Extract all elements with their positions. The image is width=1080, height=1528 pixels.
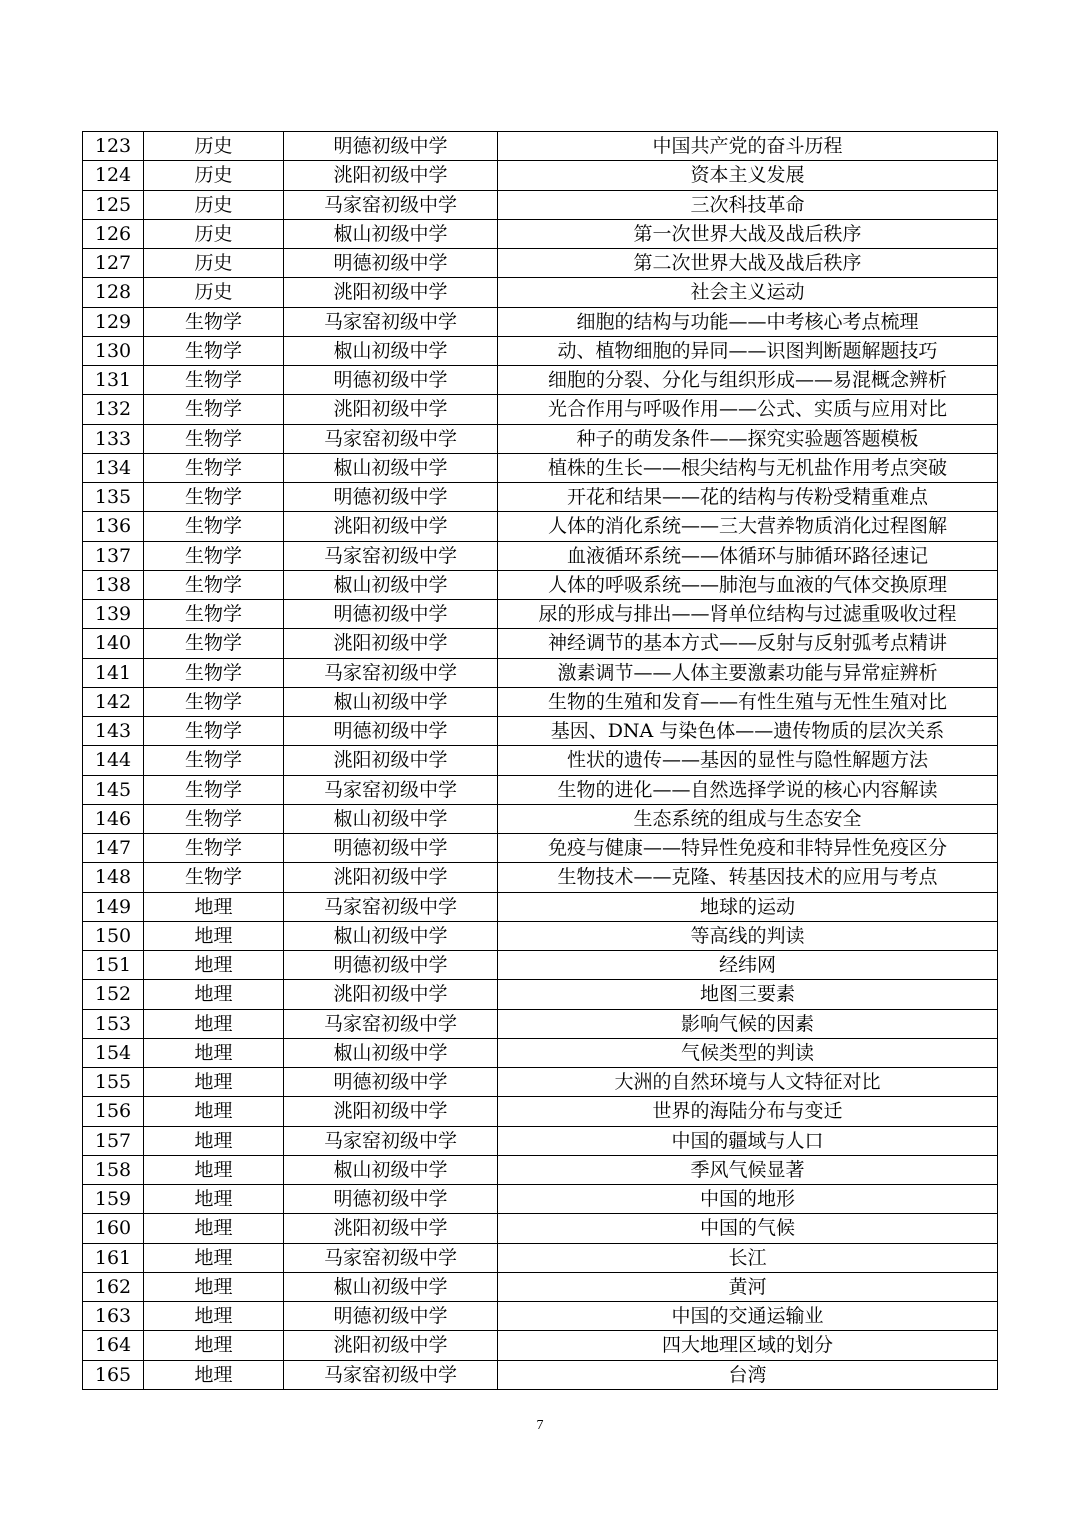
- topic-cell: 生物的进化——自然选择学说的核心内容解读: [498, 775, 998, 804]
- topic-cell: 激素调节——人体主要激素功能与异常症辨析: [498, 658, 998, 687]
- school-cell: 洮阳初级中学: [284, 512, 498, 541]
- topic-cell: 植株的生长——根尖结构与无机盐作用考点突破: [498, 453, 998, 482]
- school-cell: 明德初级中学: [284, 366, 498, 395]
- subject-cell: 历史: [144, 278, 284, 307]
- table-row: [83, 1331, 998, 1360]
- topic-cell: 影响气候的因素: [498, 1009, 998, 1038]
- table-row: [83, 395, 998, 424]
- subject-cell: 地理: [144, 1009, 284, 1038]
- school-cell: 马家窑初级中学: [284, 307, 498, 336]
- row-number-cell: 126: [83, 219, 144, 248]
- school-cell: 马家窑初级中学: [284, 658, 498, 687]
- subject-cell: 生物学: [144, 717, 284, 746]
- topic-cell: 人体的呼吸系统——肺泡与血液的气体交换原理: [498, 570, 998, 599]
- table-row: [83, 190, 998, 219]
- topic-cell: 长江: [498, 1243, 998, 1272]
- school-cell: 明德初级中学: [284, 483, 498, 512]
- row-number-cell: 163: [83, 1302, 144, 1331]
- row-number-cell: 154: [83, 1038, 144, 1067]
- topic-cell: 中国共产党的奋斗历程: [498, 132, 998, 161]
- table-row: [83, 629, 998, 658]
- subject-cell: 地理: [144, 921, 284, 950]
- subject-cell: 生物学: [144, 863, 284, 892]
- table-row: [83, 453, 998, 482]
- table-row: [83, 336, 998, 365]
- subject-cell: 生物学: [144, 775, 284, 804]
- school-cell: 椒山初级中学: [284, 804, 498, 833]
- row-number-cell: 136: [83, 512, 144, 541]
- table-row: [83, 1068, 998, 1097]
- table-row: [83, 1214, 998, 1243]
- row-number-cell: 130: [83, 336, 144, 365]
- school-cell: 椒山初级中学: [284, 336, 498, 365]
- school-cell: 明德初级中学: [284, 834, 498, 863]
- subject-cell: 生物学: [144, 336, 284, 365]
- school-cell: 马家窑初级中学: [284, 1009, 498, 1038]
- school-cell: 椒山初级中学: [284, 1038, 498, 1067]
- table-body: [83, 132, 998, 1390]
- row-number-cell: 161: [83, 1243, 144, 1272]
- table-row: [83, 717, 998, 746]
- row-number-cell: 165: [83, 1360, 144, 1389]
- table-row: [83, 834, 998, 863]
- row-number-cell: 143: [83, 717, 144, 746]
- table-row: [83, 687, 998, 716]
- table-row: [83, 980, 998, 1009]
- topic-cell: 台湾: [498, 1360, 998, 1389]
- subject-cell: 生物学: [144, 395, 284, 424]
- row-number-cell: 134: [83, 453, 144, 482]
- table-row: [83, 1009, 998, 1038]
- topic-cell: 种子的萌发条件——探究实验题答题模板: [498, 424, 998, 453]
- row-number-cell: 141: [83, 658, 144, 687]
- table-row: [83, 541, 998, 570]
- row-number-cell: 145: [83, 775, 144, 804]
- row-number-cell: 129: [83, 307, 144, 336]
- row-number-cell: 139: [83, 600, 144, 629]
- school-cell: 马家窑初级中学: [284, 541, 498, 570]
- school-cell: 椒山初级中学: [284, 1155, 498, 1184]
- row-number-cell: 148: [83, 863, 144, 892]
- school-cell: 椒山初级中学: [284, 219, 498, 248]
- subject-cell: 地理: [144, 1185, 284, 1214]
- topic-cell: 中国的交通运输业: [498, 1302, 998, 1331]
- school-cell: 洮阳初级中学: [284, 746, 498, 775]
- table-row: [83, 1126, 998, 1155]
- subject-cell: 地理: [144, 951, 284, 980]
- row-number-cell: 150: [83, 921, 144, 950]
- subject-cell: 生物学: [144, 570, 284, 599]
- subject-cell: 生物学: [144, 453, 284, 482]
- school-cell: 洮阳初级中学: [284, 1097, 498, 1126]
- table-row: [83, 863, 998, 892]
- row-number-cell: 128: [83, 278, 144, 307]
- topic-cell: 神经调节的基本方式——反射与反射弧考点精讲: [498, 629, 998, 658]
- topic-cell: 中国的地形: [498, 1185, 998, 1214]
- row-number-cell: 158: [83, 1155, 144, 1184]
- school-cell: 马家窑初级中学: [284, 1360, 498, 1389]
- school-cell: 椒山初级中学: [284, 921, 498, 950]
- topic-cell: 动、植物细胞的异同——识图判断题解题技巧: [498, 336, 998, 365]
- table-row: [83, 1038, 998, 1067]
- subject-cell: 地理: [144, 892, 284, 921]
- row-number-cell: 132: [83, 395, 144, 424]
- table-row: [83, 249, 998, 278]
- topic-cell: 季风气候显著: [498, 1155, 998, 1184]
- table-row: [83, 483, 998, 512]
- school-cell: 明德初级中学: [284, 249, 498, 278]
- table-row: [83, 366, 998, 395]
- subject-cell: 生物学: [144, 834, 284, 863]
- table-row: [83, 1155, 998, 1184]
- topic-cell: 三次科技革命: [498, 190, 998, 219]
- subject-cell: 地理: [144, 1068, 284, 1097]
- table-row: [83, 892, 998, 921]
- row-number-cell: 156: [83, 1097, 144, 1126]
- table-row: [83, 1302, 998, 1331]
- row-number-cell: 157: [83, 1126, 144, 1155]
- subject-cell: 生物学: [144, 512, 284, 541]
- subject-cell: 历史: [144, 190, 284, 219]
- subject-cell: 地理: [144, 1155, 284, 1184]
- topic-cell: 细胞的结构与功能——中考核心考点梳理: [498, 307, 998, 336]
- page-number: 7: [536, 1418, 544, 1433]
- topic-cell: 免疫与健康——特异性免疫和非特异性免疫区分: [498, 834, 998, 863]
- topic-cell: 光合作用与呼吸作用——公式、实质与应用对比: [498, 395, 998, 424]
- school-cell: 马家窑初级中学: [284, 775, 498, 804]
- school-cell: 明德初级中学: [284, 1068, 498, 1097]
- table-row: [83, 1185, 998, 1214]
- school-cell: 明德初级中学: [284, 132, 498, 161]
- topic-cell: 资本主义发展: [498, 161, 998, 190]
- subject-cell: 地理: [144, 1272, 284, 1301]
- subject-cell: 生物学: [144, 307, 284, 336]
- school-cell: 椒山初级中学: [284, 1272, 498, 1301]
- table-row: [83, 658, 998, 687]
- subject-cell: 地理: [144, 1331, 284, 1360]
- subject-cell: 生物学: [144, 687, 284, 716]
- school-cell: 洮阳初级中学: [284, 1214, 498, 1243]
- table-row: [83, 921, 998, 950]
- topic-cell: 中国的气候: [498, 1214, 998, 1243]
- subject-cell: 生物学: [144, 541, 284, 570]
- table-row: [83, 1272, 998, 1301]
- table-row: [83, 424, 998, 453]
- topic-cell: 性状的遗传——基因的显性与隐性解题方法: [498, 746, 998, 775]
- topic-cell: 第一次世界大战及战后秩序: [498, 219, 998, 248]
- school-cell: 明德初级中学: [284, 951, 498, 980]
- row-number-cell: 151: [83, 951, 144, 980]
- topic-cell: 经纬网: [498, 951, 998, 980]
- row-number-cell: 155: [83, 1068, 144, 1097]
- subject-cell: 地理: [144, 980, 284, 1009]
- row-number-cell: 142: [83, 687, 144, 716]
- topic-cell: 第二次世界大战及战后秩序: [498, 249, 998, 278]
- school-cell: 洮阳初级中学: [284, 629, 498, 658]
- row-number-cell: 147: [83, 834, 144, 863]
- table-row: [83, 219, 998, 248]
- table-row: [83, 278, 998, 307]
- subject-cell: 历史: [144, 219, 284, 248]
- school-cell: 马家窑初级中学: [284, 190, 498, 219]
- school-cell: 马家窑初级中学: [284, 892, 498, 921]
- row-number-cell: 159: [83, 1185, 144, 1214]
- school-cell: 马家窑初级中学: [284, 1126, 498, 1155]
- row-number-cell: 124: [83, 161, 144, 190]
- topic-cell: 四大地理区域的划分: [498, 1331, 998, 1360]
- school-cell: 洮阳初级中学: [284, 278, 498, 307]
- table-row: [83, 132, 998, 161]
- topic-cell: 大洲的自然环境与人文特征对比: [498, 1068, 998, 1097]
- row-number-cell: 160: [83, 1214, 144, 1243]
- row-number-cell: 164: [83, 1331, 144, 1360]
- course-table: [82, 131, 998, 1390]
- subject-cell: 历史: [144, 161, 284, 190]
- subject-cell: 历史: [144, 132, 284, 161]
- school-cell: 马家窑初级中学: [284, 1243, 498, 1272]
- row-number-cell: 140: [83, 629, 144, 658]
- subject-cell: 地理: [144, 1214, 284, 1243]
- subject-cell: 地理: [144, 1097, 284, 1126]
- school-cell: 椒山初级中学: [284, 570, 498, 599]
- subject-cell: 生物学: [144, 658, 284, 687]
- row-number-cell: 137: [83, 541, 144, 570]
- row-number-cell: 131: [83, 366, 144, 395]
- topic-cell: 血液循环系统——体循环与肺循环路径速记: [498, 541, 998, 570]
- table-row: [83, 307, 998, 336]
- table-row: [83, 951, 998, 980]
- topic-cell: 生物的生殖和发育——有性生殖与无性生殖对比: [498, 687, 998, 716]
- school-cell: 洮阳初级中学: [284, 161, 498, 190]
- row-number-cell: 138: [83, 570, 144, 599]
- row-number-cell: 125: [83, 190, 144, 219]
- topic-cell: 等高线的判读: [498, 921, 998, 950]
- topic-cell: 气候类型的判读: [498, 1038, 998, 1067]
- subject-cell: 地理: [144, 1126, 284, 1155]
- school-cell: 洮阳初级中学: [284, 863, 498, 892]
- row-number-cell: 135: [83, 483, 144, 512]
- row-number-cell: 127: [83, 249, 144, 278]
- subject-cell: 生物学: [144, 600, 284, 629]
- topic-cell: 生态系统的组成与生态安全: [498, 804, 998, 833]
- topic-cell: 地图三要素: [498, 980, 998, 1009]
- table-row: [83, 1097, 998, 1126]
- topic-cell: 社会主义运动: [498, 278, 998, 307]
- subject-cell: 生物学: [144, 424, 284, 453]
- row-number-cell: 123: [83, 132, 144, 161]
- subject-cell: 地理: [144, 1243, 284, 1272]
- table-row: [83, 161, 998, 190]
- subject-cell: 地理: [144, 1302, 284, 1331]
- topic-cell: 世界的海陆分布与变迁: [498, 1097, 998, 1126]
- topic-cell: 基因、DNA 与染色体——遗传物质的层次关系: [498, 717, 998, 746]
- table-row: [83, 746, 998, 775]
- row-number-cell: 146: [83, 804, 144, 833]
- school-cell: 洮阳初级中学: [284, 980, 498, 1009]
- table-row: [83, 1243, 998, 1272]
- school-cell: 洮阳初级中学: [284, 1331, 498, 1360]
- topic-cell: 开花和结果——花的结构与传粉受精重难点: [498, 483, 998, 512]
- school-cell: 椒山初级中学: [284, 453, 498, 482]
- school-cell: 明德初级中学: [284, 1185, 498, 1214]
- table-row: [83, 775, 998, 804]
- row-number-cell: 162: [83, 1272, 144, 1301]
- topic-cell: 地球的运动: [498, 892, 998, 921]
- table-row: [83, 512, 998, 541]
- row-number-cell: 152: [83, 980, 144, 1009]
- subject-cell: 生物学: [144, 629, 284, 658]
- school-cell: 明德初级中学: [284, 1302, 498, 1331]
- school-cell: 明德初级中学: [284, 717, 498, 746]
- subject-cell: 生物学: [144, 804, 284, 833]
- subject-cell: 地理: [144, 1360, 284, 1389]
- subject-cell: 历史: [144, 249, 284, 278]
- topic-cell: 中国的疆域与人口: [498, 1126, 998, 1155]
- topic-cell: 黄河: [498, 1272, 998, 1301]
- school-cell: 明德初级中学: [284, 600, 498, 629]
- table-row: [83, 804, 998, 833]
- subject-cell: 地理: [144, 1038, 284, 1067]
- school-cell: 椒山初级中学: [284, 687, 498, 716]
- topic-cell: 人体的消化系统——三大营养物质消化过程图解: [498, 512, 998, 541]
- row-number-cell: 149: [83, 892, 144, 921]
- school-cell: 马家窑初级中学: [284, 424, 498, 453]
- school-cell: 洮阳初级中学: [284, 395, 498, 424]
- row-number-cell: 153: [83, 1009, 144, 1038]
- subject-cell: 生物学: [144, 366, 284, 395]
- topic-cell: 生物技术——克隆、转基因技术的应用与考点: [498, 863, 998, 892]
- subject-cell: 生物学: [144, 483, 284, 512]
- topic-cell: 尿的形成与排出——肾单位结构与过滤重吸收过程: [498, 600, 998, 629]
- table-row: [83, 570, 998, 599]
- topic-cell: 细胞的分裂、分化与组织形成——易混概念辨析: [498, 366, 998, 395]
- subject-cell: 生物学: [144, 746, 284, 775]
- row-number-cell: 144: [83, 746, 144, 775]
- table-row: [83, 600, 998, 629]
- row-number-cell: 133: [83, 424, 144, 453]
- table-row: [83, 1360, 998, 1389]
